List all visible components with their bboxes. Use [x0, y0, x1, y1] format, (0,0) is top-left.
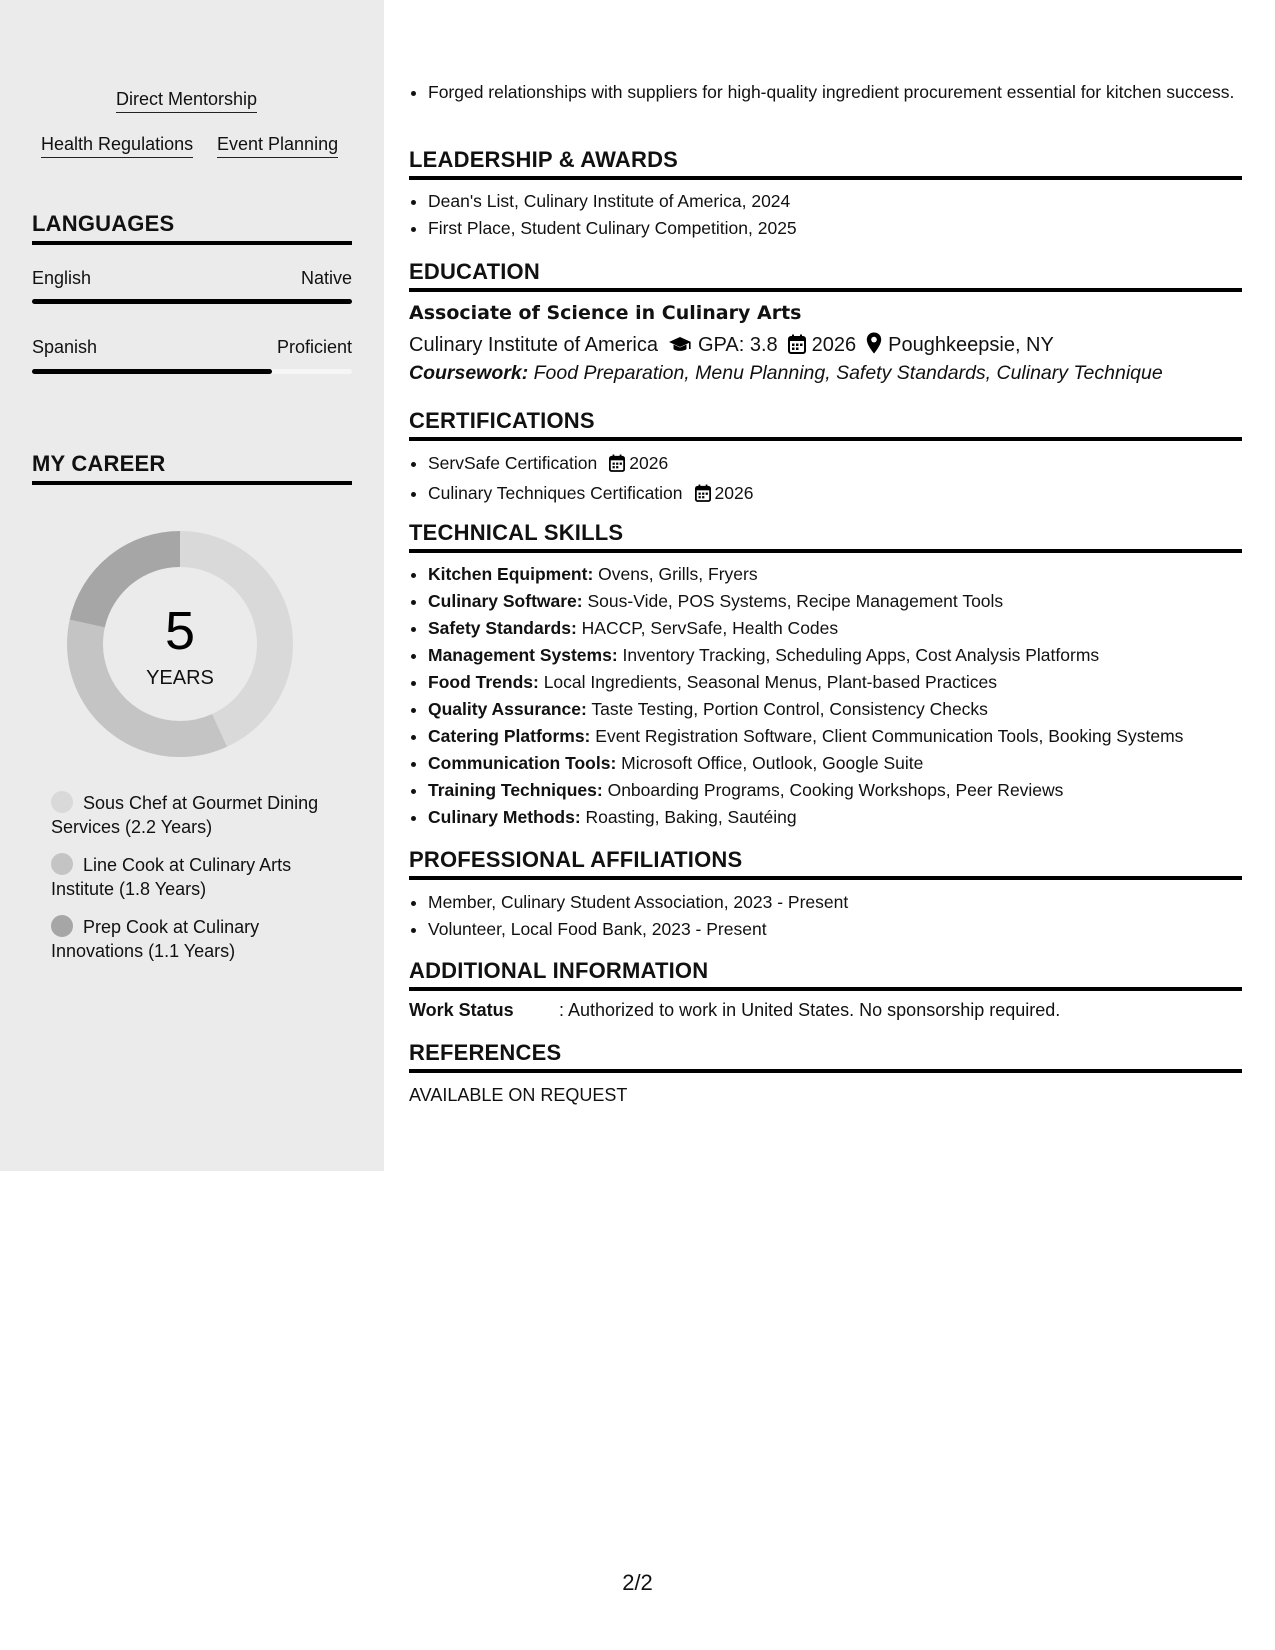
technical-skill-value: Microsoft Office, Outlook, Google Suite [621, 753, 924, 773]
legend-dot [51, 915, 73, 937]
career-heading: MY CAREER [32, 451, 352, 485]
map-pin-icon [866, 332, 882, 360]
technical-skill-label: Catering Platforms: [428, 726, 591, 746]
technical-skill-item [428, 778, 1242, 802]
coursework-value: Food Preparation, Menu Planning, Safety Standards, Culinary Technique [533, 362, 1163, 384]
technical-skill-label: Culinary Methods: [428, 807, 581, 827]
career-legend-label: Sous Chef at Gourmet Dining Services (2.2 Years) [51, 793, 319, 837]
education-section-title: EDUCATION [409, 259, 1242, 292]
technical-skills-list [409, 562, 1242, 832]
experience-bullet: • Forged relationships with suppliers for high-quality ingredient procurement essential for kitchen success. [428, 80, 1242, 104]
certification-item [428, 451, 1242, 478]
education-year: 2026 [811, 334, 857, 356]
language-level: Native [300, 268, 352, 288]
leadership-section-title: LEADERSHIP & AWARDS [409, 147, 1242, 180]
work-status-value: : Authorized to work in United States. No sponsorship required. [559, 1000, 1061, 1020]
certification-name: Culinary Techniques Certification [428, 483, 683, 503]
career-donut-chart [67, 531, 293, 757]
education-meta [409, 332, 1054, 360]
technical-skill-value: Event Registration Software, Client Communication Tools, Booking Systems [595, 726, 1184, 746]
graduation-cap-icon [668, 336, 692, 360]
work-status-row [409, 1000, 1060, 1021]
affiliation-item: • Volunteer, Local Food Bank, 2023 - Present [428, 917, 1242, 941]
technical-skill-item [428, 751, 1242, 775]
education-gpa: GPA: 3.8 [698, 334, 778, 356]
technical-skill-value: HACCP, ServSafe, Health Codes [581, 618, 839, 638]
work-status-label: Work Status [409, 1000, 514, 1020]
coursework-label: Coursework: [409, 362, 529, 384]
skill-tag: Direct Mentorship [116, 89, 257, 113]
technical-skill-value: Roasting, Baking, Sautéing [585, 807, 797, 827]
leadership-item: • First Place, Student Culinary Competition, 2025 [428, 216, 1242, 240]
technical-skill-item [428, 643, 1242, 667]
legend-dot [51, 853, 73, 875]
skill-tag: Event Planning [217, 134, 338, 158]
references-text: AVAILABLE ON REQUEST [409, 1085, 628, 1105]
career-legend-item [51, 853, 341, 901]
technical-skill-item [428, 562, 1242, 586]
language-level: Proficient [276, 337, 352, 357]
technical-skill-value: Onboarding Programs, Cooking Workshops, Peer Reviews [607, 780, 1064, 800]
language-name: Spanish [32, 337, 98, 357]
technical-skill-value: Inventory Tracking, Scheduling Apps, Cost Analysis Platforms [622, 645, 1100, 665]
sidebar [0, 0, 384, 1171]
skill-tag: Health Regulations [41, 134, 193, 158]
languages-heading: LANGUAGES [32, 211, 352, 245]
career-legend-item [51, 791, 341, 839]
references-section-title: REFERENCES [409, 1040, 1242, 1073]
language-proficiency-fill [32, 299, 352, 304]
technical-skill-label: Quality Assurance: [428, 699, 587, 719]
leadership-item: • Dean's List, Culinary Institute of America, 2024 [428, 189, 1242, 213]
technical-skills-ul [409, 562, 1242, 829]
technical-skill-label: Food Trends: [428, 672, 539, 692]
calendar-icon [788, 334, 806, 360]
technical-skill-item [428, 589, 1242, 613]
technical-skill-item [428, 697, 1242, 721]
certification-item [428, 481, 1242, 508]
technical-skill-value: Taste Testing, Portion Control, Consistency Checks [591, 699, 988, 719]
technical-skill-value: Ovens, Grills, Fryers [598, 564, 758, 584]
technical-skill-label: Kitchen Equipment: [428, 564, 594, 584]
language-proficiency-bar [32, 299, 352, 304]
calendar-icon [609, 454, 625, 478]
education-location: Poughkeepsie, NY [888, 334, 1054, 356]
technical-skill-label: Training Techniques: [428, 780, 603, 800]
technical-skill-value: Sous-Vide, POS Systems, Recipe Management Tools [587, 591, 1004, 611]
affiliations-section-title: PROFESSIONAL AFFILIATIONS [409, 847, 1242, 880]
career-legend-item [51, 915, 341, 963]
career-total-unit: YEARS [146, 667, 214, 689]
language-proficiency-bar [32, 369, 352, 374]
language-name: English [32, 268, 92, 288]
page-number: 2/2 [622, 1570, 653, 1595]
technical-skill-item [428, 670, 1242, 694]
technical-skills-section-title: TECHNICAL SKILLS [409, 520, 1242, 553]
technical-skill-value: Local Ingredients, Seasonal Menus, Plant-based Practices [543, 672, 998, 692]
career-legend-label: Line Cook at Culinary Arts Institute (1.8 Years) [51, 855, 292, 899]
leadership-list [409, 189, 1242, 243]
affiliations-list [409, 890, 1242, 944]
education-degree: Associate of Science in Culinary Arts [409, 302, 802, 324]
calendar-icon [695, 484, 711, 508]
technical-skill-item [428, 805, 1242, 829]
experience-continuation [409, 80, 1242, 107]
technical-skill-item [428, 616, 1242, 640]
technical-skill-label: Communication Tools: [428, 753, 617, 773]
career-total-number: 5 [164, 601, 196, 661]
language-proficiency-fill [32, 369, 272, 374]
technical-skill-item [428, 724, 1242, 748]
legend-dot [51, 791, 73, 813]
additional-info-section-title: ADDITIONAL INFORMATION [409, 958, 1242, 991]
education-school: Culinary Institute of America [409, 334, 658, 356]
certifications-section-title: CERTIFICATIONS [409, 408, 1242, 441]
education-coursework [409, 362, 1163, 385]
affiliation-item: • Member, Culinary Student Association, 2023 - Present [428, 890, 1242, 914]
technical-skill-label: Culinary Software: [428, 591, 583, 611]
certification-year: 2026 [714, 483, 754, 503]
technical-skill-label: Safety Standards: [428, 618, 577, 638]
certification-name: ServSafe Certification [428, 453, 598, 473]
career-legend-label: Prep Cook at Culinary Innovations (1.1 Years) [51, 917, 260, 961]
certification-year: 2026 [629, 453, 669, 473]
certifications-list [409, 451, 1242, 511]
technical-skill-label: Management Systems: [428, 645, 618, 665]
